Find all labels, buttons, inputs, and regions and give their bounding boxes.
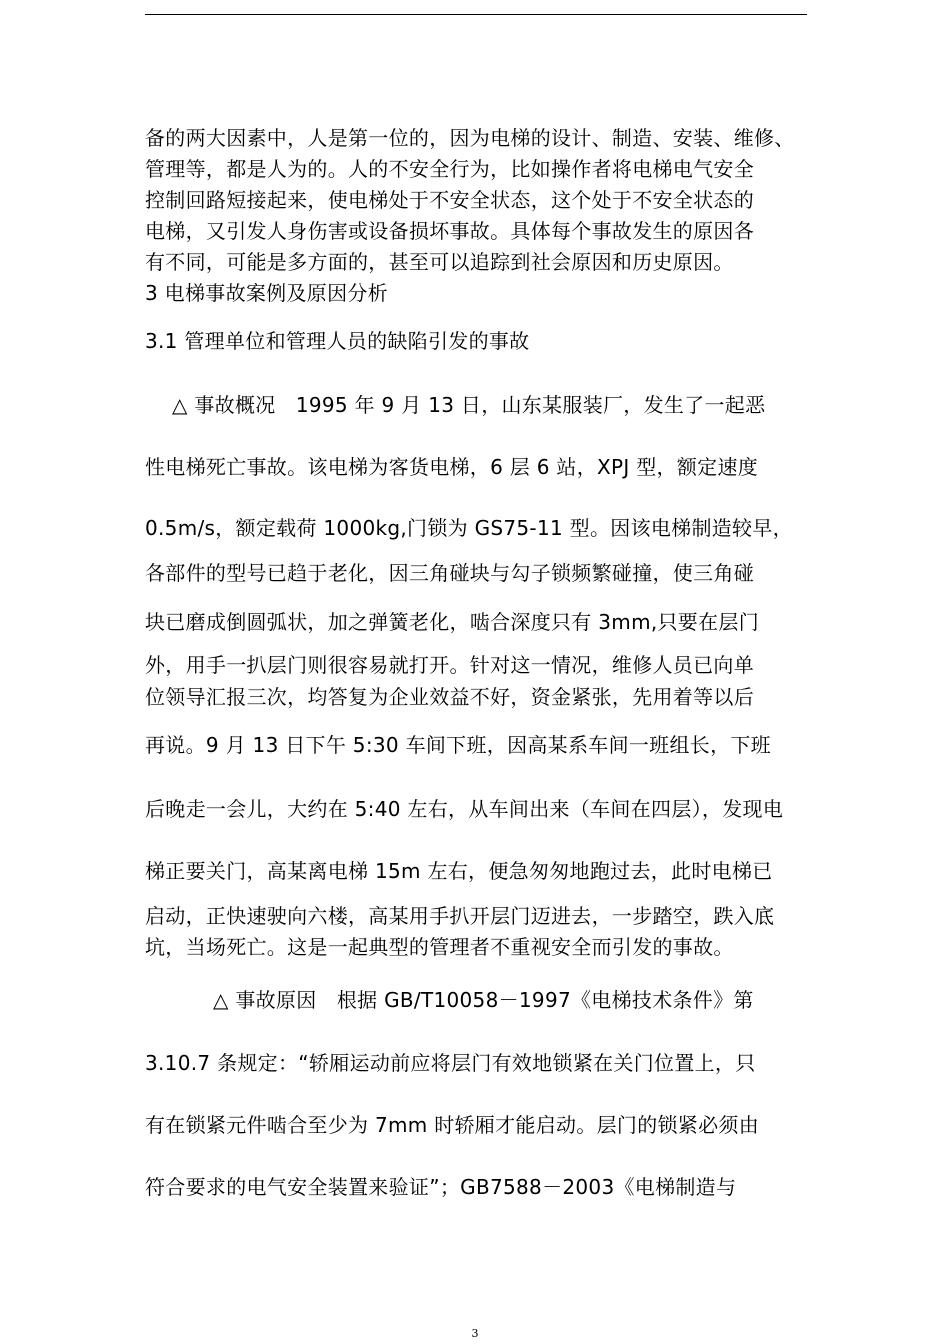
paragraph-line: 电梯，又引发人身伤害或设备损坏事故。具体每个事故发生的原因各 [145,219,754,243]
paragraph-line: 再说。9 月 13 日下午 5:30 车间下班，因高某系车间一班组长，下班 [145,733,771,757]
paragraph-line: 块已磨成倒圆弧状，加之弹簧老化，啮合深度只有 3mm,只要在层门 [145,610,760,634]
paragraph-line: 启动，正快速驶向六楼，高某用手扒开层门迈进去，一步踏空，跌入底 [145,904,775,928]
page-number: 3 [471,1327,479,1340]
paragraph-line: 有在锁紧元件啮合至少为 7mm 时轿厢才能启动。层门的锁紧必须由 [145,1113,760,1137]
paragraph-line: △ 事故原因 根据 GB/T10058－1997《电梯技术条件》第 [213,988,754,1012]
paragraph-line: △ 事故概况 1995 年 9 月 13 日，山东某服装厂，发生了一起恶 [172,393,766,417]
subsection-heading: 3.1 管理单位和管理人员的缺陷引发的事故 [145,329,530,353]
paragraph-line: 3.10.7 条规定：“轿厢运动前应将层门有效地锁紧在关门位置上，只 [145,1051,756,1075]
section-heading: 3 电梯事故案例及原因分析 [145,281,388,305]
paragraph-line: 管理等，都是人为的。人的不安全行为，比如操作者将电梯电气安全 [145,157,754,181]
paragraph-line: 备的两大因素中，人是第一位的，因为电梯的设计、制造、安装、维修、 [145,126,795,150]
paragraph-line: 位领导汇报三次，均答复为企业效益不好，资金紧张，先用着等以后 [145,685,754,709]
paragraph-line: 梯正要关门，高某离电梯 15m 左右，便急匆匆地跑过去，此时电梯已 [145,859,773,883]
paragraph-line: 坑，当场死亡。这是一起典型的管理者不重视安全而引发的事故。 [145,935,734,959]
paragraph-line: 有不同，可能是多方面的，甚至可以追踪到社会原因和历史原因。 [145,250,734,274]
paragraph-line: 符合要求的电气安全装置来验证”；GB7588－2003《电梯制造与 [145,1175,737,1199]
paragraph-line: 控制回路短接起来，使电梯处于不安全状态，这个处于不安全状态的 [145,188,754,212]
paragraph-line: 外，用手一扒层门则很容易就打开。针对这一情况，维修人员已向单 [145,653,754,677]
paragraph-line: 0.5m/s，额定载荷 1000kg,门锁为 GS75-11 型。因该电梯制造较早， [145,516,793,540]
header-rule [145,14,807,15]
paragraph-line: 性电梯死亡事故。该电梯为客货电梯，6 层 6 站，XPJ 型，额定速度 [145,455,759,479]
paragraph-line: 后晚走一会儿，大约在 5:40 左右，从车间出来（车间在四层），发现电 [145,797,784,821]
paragraph-line: 各部件的型号已趋于老化，因三角碰块与勾子锁频繁碰撞，使三角碰 [145,561,754,585]
